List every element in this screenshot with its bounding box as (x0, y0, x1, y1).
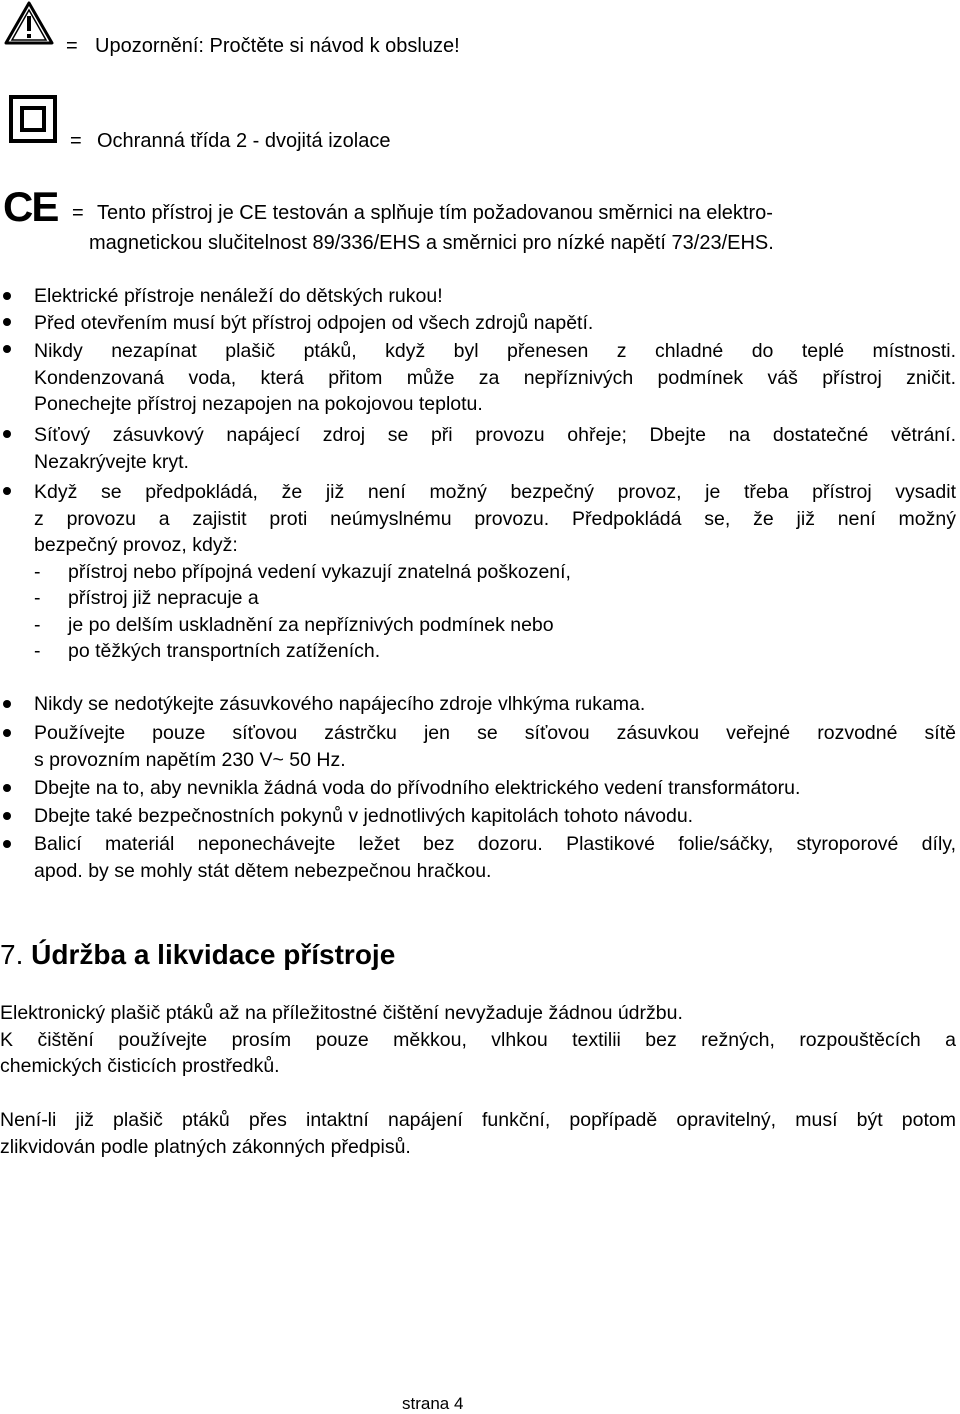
list-item-line: Nikdy nezapínat plašič ptáků, když byl přenesen z chladné do teplé místnosti. (34, 340, 956, 362)
list-item-line: Před otevřením musí být přístroj odpojen od všech zdrojů napětí. (34, 312, 594, 334)
list-item (34, 720, 956, 773)
list-item (34, 310, 956, 337)
warning-equals: = (66, 35, 78, 57)
bullet-icon (3, 840, 11, 848)
warning-triangle-icon (4, 1, 54, 45)
dash-item-text: je po delším uskladnění za nepříznivých podmínek nebo (68, 613, 554, 636)
bullet-icon (3, 700, 11, 708)
warning-symbol-row (0, 0, 960, 60)
maintenance-paragraph (0, 1000, 956, 1080)
dash-mark: - (34, 613, 41, 636)
bullet-icon (3, 729, 11, 737)
bullet-icon (3, 487, 11, 495)
dash-mark: - (34, 560, 41, 583)
page-number: strana 4 (402, 1394, 464, 1413)
list-item-line: Když se předpokládá, že již není možný bezpečný provoz, je třeba přístroj vysadit (34, 481, 956, 503)
dash-item (34, 585, 956, 612)
paragraph-line: K čištění používejte prosím pouze měkkou, vlhkou textilii bez režných, rozpouštěcích a (0, 1028, 956, 1051)
list-item-line: z provozu a zajistit proti neúmyslnému provozu. Předpokládá se, že již není možný (34, 507, 956, 530)
warning-text: Upozornění: Pročtěte si návod k obsluze! (95, 35, 460, 57)
dash-item-text: přístroj již nepracuje a (68, 587, 259, 609)
list-item (34, 479, 956, 665)
list-item-line: s provozním napětím 230 V~ 50 Hz. (34, 748, 346, 771)
list-item-line: Ponechejte přístroj nezapojen na pokojovou teplotu. (34, 393, 483, 415)
bullet-icon (3, 430, 11, 438)
list-item (34, 803, 956, 830)
dash-mark: - (34, 640, 41, 662)
ce-symbol-row (0, 184, 960, 256)
bullet-icon (3, 812, 11, 820)
list-item-line: Kondenzovaná voda, která přitom může za nepříznivých podmínek váš přístroj zničit. (34, 366, 956, 389)
class2-text: Ochranná třída 2 - dvojitá izolace (97, 130, 391, 152)
list-item-line: Dbejte na to, aby nevnikla žádná voda do přívodního elektrického vedení transformátoru. (34, 777, 801, 799)
dash-item (34, 559, 956, 586)
section-number: 7. (0, 939, 24, 970)
ce-text-line: magnetickou slučitelnost 89/336/EHS a směrnici pro nízké napětí 73/23/EHS. (89, 232, 774, 254)
paragraph-line: chemických čisticích prostředků. (0, 1055, 280, 1077)
bullet-icon (3, 784, 11, 792)
bullet-icon (3, 318, 11, 326)
list-item-line: Používejte pouze síťovou zástrčku jen se síťovou zásuvkou veřejné rozvodné sítě (34, 722, 956, 744)
list-item (34, 283, 956, 310)
list-item-line: bezpečný provoz, když: (34, 534, 238, 556)
list-item-line: Balicí materiál neponechávejte ležet bez dozoru. Plastikové folie/sáčky, styroporové díly, (34, 833, 956, 855)
list-item (34, 422, 956, 475)
ce-text-line: Tento přístroj je CE testován a splňuje tím požadovanou směrnici na elektro- (97, 202, 773, 224)
list-item (34, 338, 956, 418)
dash-item (34, 638, 956, 665)
ce-mark-logo: CE (3, 183, 58, 230)
double-insulation-icon (9, 95, 57, 143)
ce-text (89, 198, 897, 258)
bullet-icon (3, 292, 11, 300)
dash-mark: - (34, 587, 41, 609)
list-item-line: Síťový zásuvkový napájecí zdroj se při provozu ohřeje; Dbejte na dostatečné větrání. (34, 424, 956, 446)
list-item (34, 775, 956, 802)
section-heading (0, 938, 395, 972)
paragraph-line: Není-li již plašič ptáků přes intaktní napájení funkční, popřípadě opravitelný, musí být potom (0, 1109, 956, 1131)
bullet-icon (3, 345, 11, 353)
disposal-paragraph (0, 1107, 956, 1160)
dash-item-text: po těžkých transportních zatíženích. (68, 640, 381, 662)
list-item (34, 831, 956, 884)
paragraph-line: zlikvidován podle platných zákonných předpisů. (0, 1135, 411, 1158)
dash-item (34, 612, 956, 639)
list-item-line: Dbejte také bezpečnostních pokynů v jednotlivých kapitolách tohoto návodu. (34, 805, 694, 827)
list-item (34, 691, 956, 718)
list-item-line: Nikdy se nedotýkejte zásuvkového napájecího zdroje vlhkýma rukama. (34, 693, 646, 715)
ce-equals: = (72, 202, 84, 224)
class2-equals: = (70, 130, 82, 152)
list-item-line: Nezakrývejte kryt. (34, 450, 189, 473)
section-title: Údržba a likvidace přístroje (31, 939, 396, 970)
paragraph-line: Elektronický plašič ptáků až na příležitostné čištění nevyžaduje žádnou údržbu. (0, 1002, 683, 1024)
dash-item-text: přístroj nebo přípojná vedení vykazují znatelná poškození, (68, 560, 571, 583)
list-item-line: Elektrické přístroje nenáleží do dětských rukou! (34, 285, 443, 307)
class2-symbol-row (0, 90, 960, 160)
list-item-line: apod. by se mohly stát dětem nebezpečnou hračkou. (34, 859, 492, 882)
